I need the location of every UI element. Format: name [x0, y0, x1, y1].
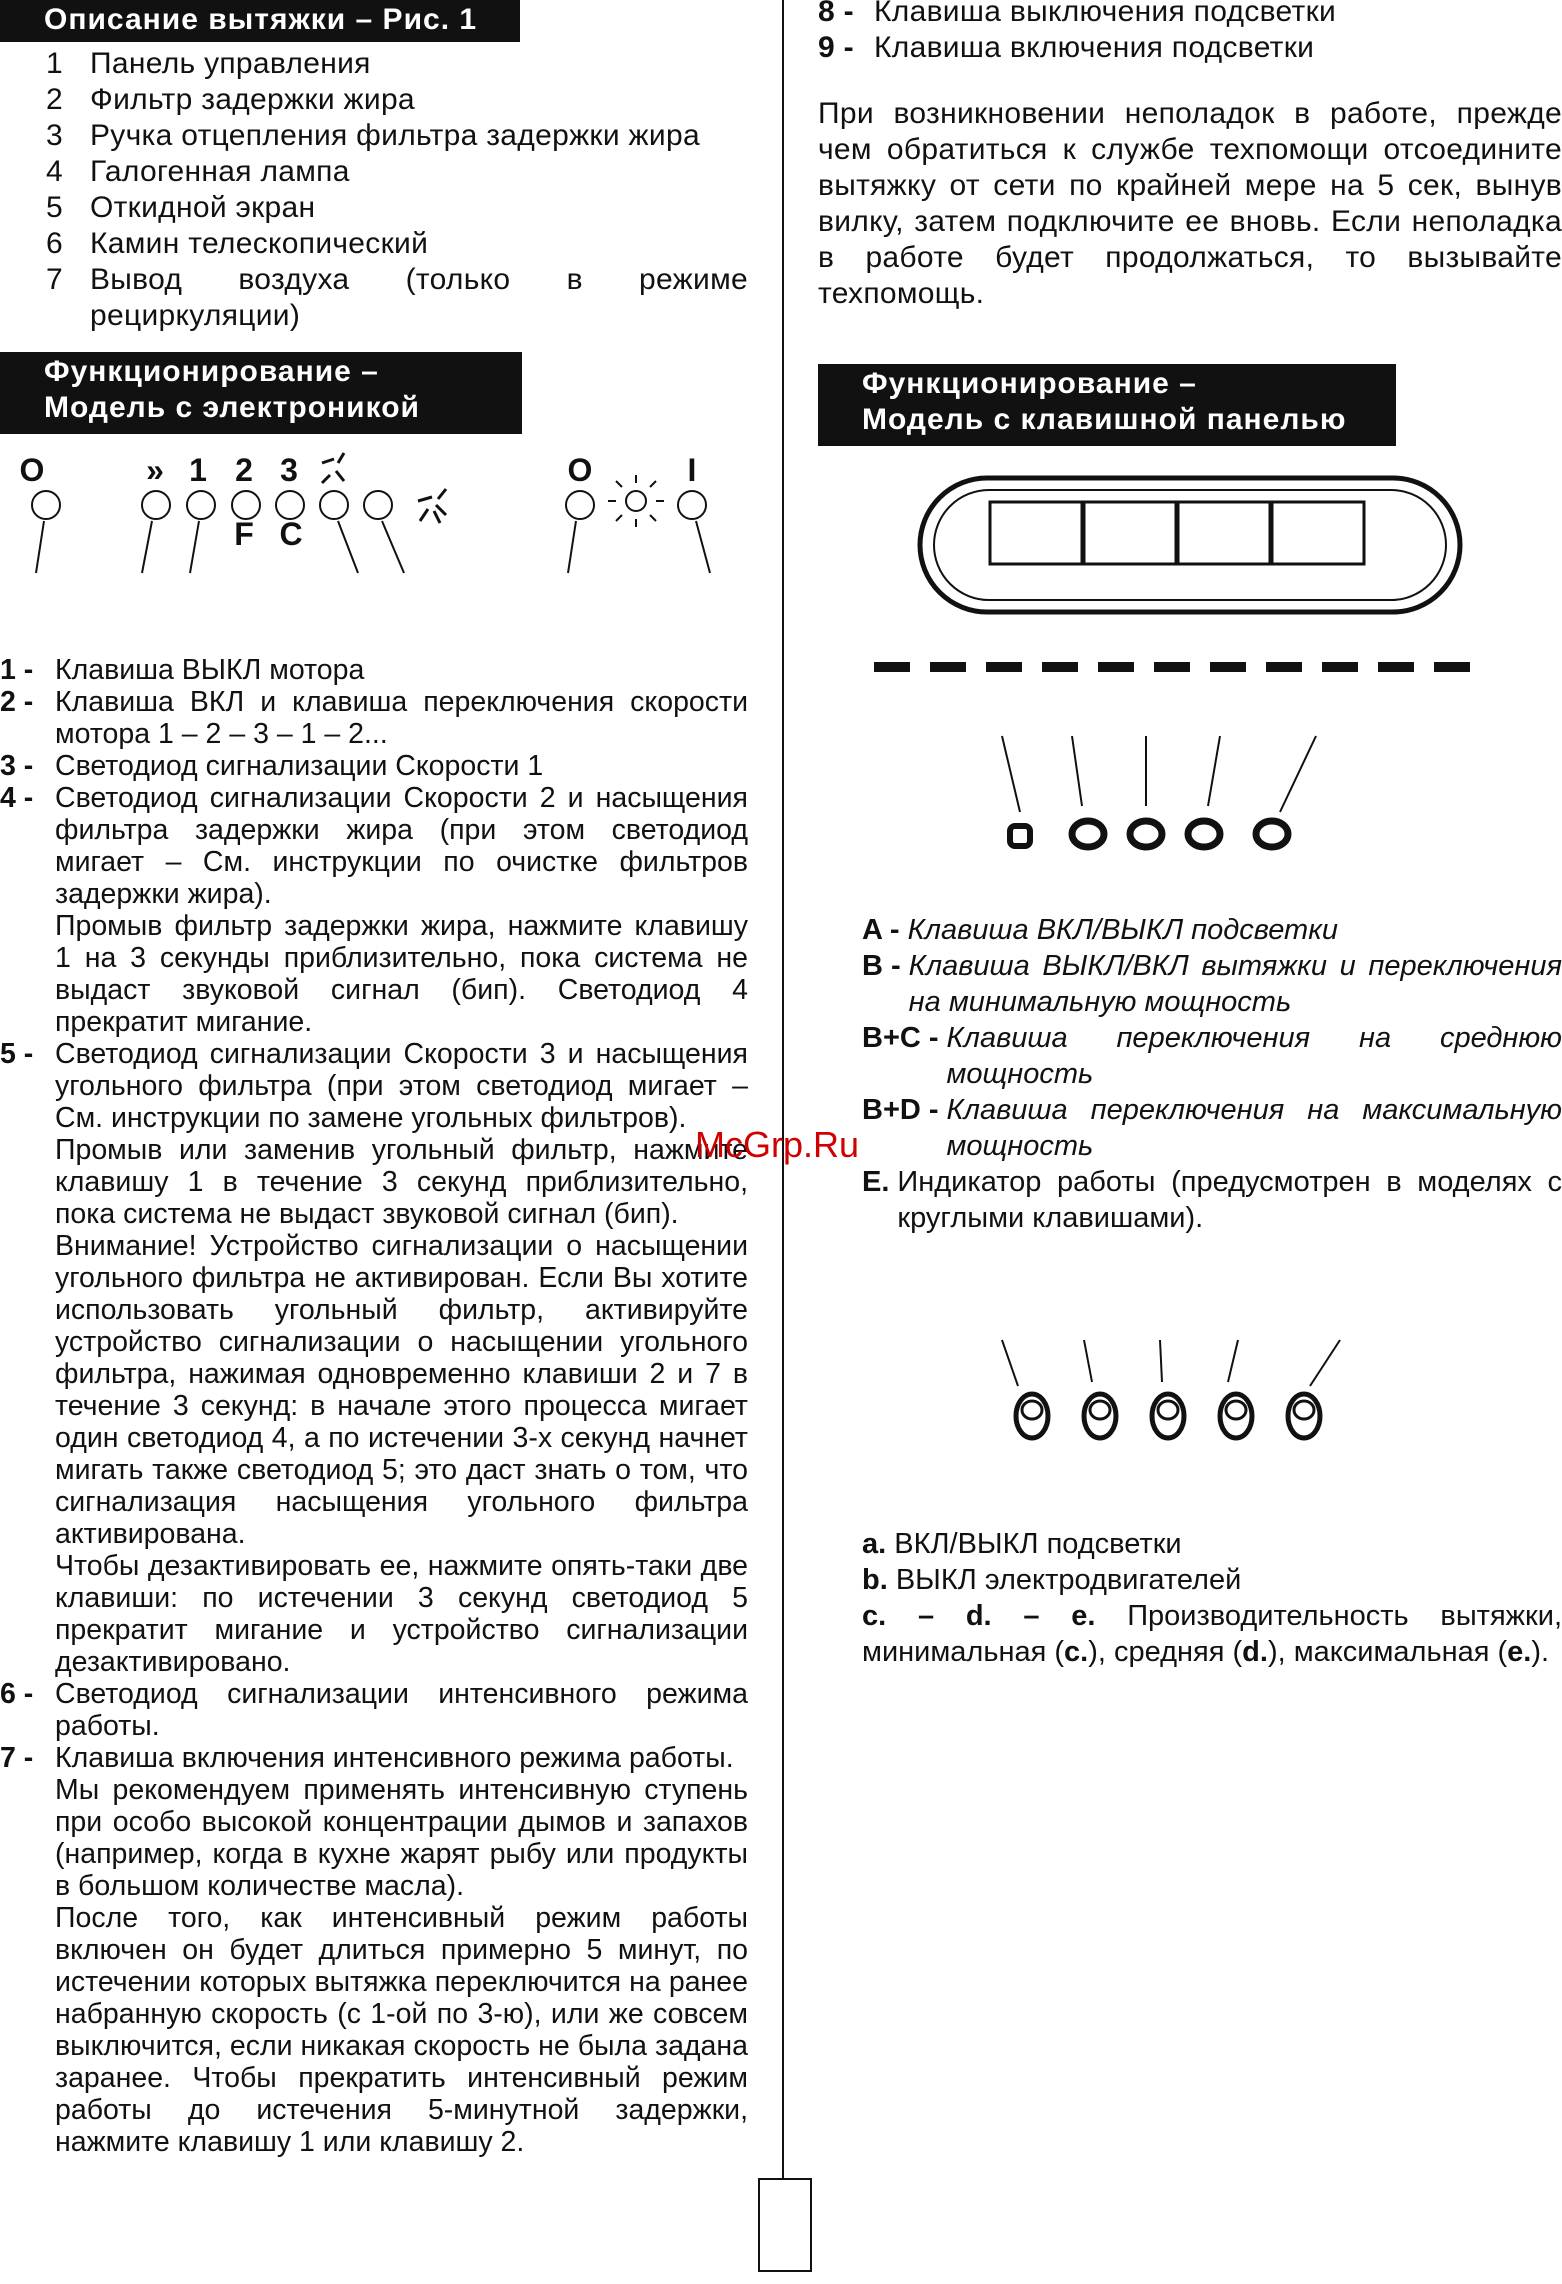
list-item-number: 7 — [46, 263, 63, 296]
list-item-text: Клавиша выключения подсветки — [874, 0, 1337, 28]
key-legend-text: Клавиша ВКЛ/ВЫКЛ подсветки — [907, 914, 1339, 946]
legend-text-a: ВКЛ/ВЫКЛ подсветки — [894, 1528, 1182, 1560]
legend-item — [0, 1742, 748, 2158]
electronic-panel-diagram — [0, 445, 740, 585]
panel-button-on — [142, 491, 170, 519]
key-legend-item — [862, 1020, 1562, 1092]
panel-label-light-on: I — [687, 452, 697, 488]
key-legend-text: Клавиша переключения на среднюю мощность — [946, 1022, 1562, 1090]
key-legend-text: Клавиша ВЫКЛ/ВКЛ вытяжки и переключения на минимальную мощность — [908, 950, 1562, 1018]
key-legend-key: B+D - — [862, 1094, 939, 1126]
list-item-text: Клавиша включения подсветки — [874, 31, 1315, 64]
legend-text-medium: ), средняя ( — [1088, 1636, 1243, 1668]
legend-item-paragraph: Светодиод сигнализации Скорости 1 — [55, 750, 544, 782]
section-header-line2: Модель с электроникой — [44, 391, 420, 424]
legend-item-paragraph: Промыв или заменив угольный фильтр, нажмите клавишу 1 в течение 3 секунд приблизительно, пока система не выдаст звуковой сигнал (бип). — [55, 1134, 748, 1230]
legend-item-paragraph: Светодиод сигнализации Скорости 2 и насыщения фильтра задержки жира (при этом светодиод мигает – См. инструкции по очистке фильтров задержки жира). — [55, 782, 748, 910]
section-header-line1: Функционирование – — [862, 367, 1197, 400]
key-legend-key: A - — [862, 914, 900, 946]
key-legend-key: B - — [862, 950, 901, 982]
list-item — [46, 46, 748, 82]
legend-item-body — [55, 686, 748, 750]
legend-key-cde: c. – d. – e. — [862, 1600, 1096, 1632]
list-item — [46, 82, 748, 118]
legend-item-key: 4 - — [0, 782, 34, 814]
panel-label-speed1: 1 — [189, 452, 207, 488]
key-button-e — [1256, 821, 1288, 847]
legend-item-paragraph: Клавиша ВКЛ и клавиша переключения скорости мотора 1 – 2 – 3 – 1 – 2... — [55, 686, 748, 750]
panel-label-f: F — [234, 516, 254, 552]
key-legend-item — [862, 1092, 1562, 1164]
list-item-text: Ручка отцепления фильтра задержки жира — [90, 119, 700, 152]
panel-label-speed2: 2 — [235, 452, 253, 488]
panel-label-off: O — [19, 452, 45, 488]
legend-text-end: ). — [1531, 1636, 1550, 1668]
round-button-a — [1016, 1394, 1048, 1438]
panel-button-light-on — [678, 491, 706, 519]
round-button-d — [1220, 1394, 1252, 1438]
legend-item-paragraph: Внимание! Устройство сигнализации о насыщении угольного фильтра не активирован. Если Вы хотите использовать угольный фильтр, активируйте устройство сигнализации о насыщении угольного фильтра, нажимая одновременно клавиши 2 и 7 в течение 3 секунд: в начале этого процесса мигает один светодиод 4, а по истечении 3-х секунд начнет мигать также светодиод 5; это даст знать о том, что сигнализация насыщения угольного фильтра активирована. — [55, 1230, 748, 1550]
key-legend-item — [862, 948, 1562, 1020]
legend-item-body — [55, 1678, 748, 1742]
list-item-number: 4 — [46, 155, 63, 188]
key-legend-key: B+C - — [862, 1022, 939, 1054]
key-legend-key: E. — [862, 1166, 890, 1198]
watermark-text: McGrp.Ru — [695, 1124, 860, 1165]
round-buttons-legend — [862, 1526, 1562, 1670]
panel-led-speed2 — [232, 491, 260, 519]
panel-led-intensive — [320, 491, 348, 519]
round-button-c — [1152, 1394, 1184, 1438]
panel-label-light-off: O — [567, 452, 593, 488]
lamp-icon — [608, 475, 664, 527]
list-item — [46, 226, 748, 262]
legend-item-body — [55, 750, 748, 782]
key-legend-item — [862, 912, 1562, 948]
legend-item — [0, 782, 748, 1038]
panel-button-off — [32, 491, 60, 519]
list-item-key: 9 - — [818, 31, 854, 64]
legend-item-paragraph: Светодиод сигнализации Скорости 3 и насыщения угольного фильтра (при этом светодиод мигает – См. инструкции по замене угольных фильтров). — [55, 1038, 748, 1134]
panel-window-2 — [1084, 502, 1176, 564]
key-button-b — [1072, 821, 1104, 847]
control-panel-outline — [920, 478, 1460, 612]
legend-text-b: ВЫКЛ электродвигателей — [895, 1564, 1242, 1596]
legend-item — [0, 686, 748, 750]
panel-label-chevron: » — [146, 452, 164, 488]
key-legend-text: Клавиша переключения на максимальную мощность — [946, 1094, 1562, 1162]
legend-item-paragraph: Мы рекомендуем применять интенсивную ступень при особо высокой концентрации дымов и запахов (например, когда в кухне жарят рыбу или продукты в большом количестве масла). — [55, 1774, 748, 1902]
section-header-electronic-model — [0, 352, 522, 434]
fan-small-icon — [322, 453, 344, 483]
legend-item-key: 5 - — [0, 1038, 34, 1070]
key-button-a — [1010, 826, 1030, 846]
legend-item-body — [55, 1038, 748, 1678]
round-buttons-diagram — [960, 1330, 1380, 1460]
list-item-text: Камин телескопический — [90, 227, 429, 260]
electronic-panel-legend — [0, 654, 748, 2158]
key-legend-text: Индикатор работы (предусмотрен в моделях с круглыми клавишами). — [897, 1166, 1562, 1234]
legend-item-paragraph: Чтобы дезактивировать ее, нажмите опять-таки две клавиши: по истечении 3 секунд светодиод 5 прекратит мигание и устройство сигнализации дезактивировано. — [55, 1550, 748, 1678]
legend-item-paragraph: Клавиша включения интенсивного режима работы. — [55, 1742, 734, 1774]
legend-item-key: 3 - — [0, 750, 34, 782]
legend-item-key: 6 - — [0, 1678, 34, 1710]
list-item — [46, 190, 748, 226]
legend-key-c: c. — [1064, 1636, 1089, 1668]
panel-label-speed3: 3 — [280, 452, 298, 488]
list-item-text: Галогенная лампа — [90, 155, 350, 188]
round-button-b — [1084, 1394, 1116, 1438]
list-item — [46, 154, 748, 190]
legend-key-e: e. — [1507, 1636, 1532, 1668]
panel-button-intensive — [364, 491, 392, 519]
key-panel-diagram — [860, 460, 1500, 860]
panel-dashed-line — [874, 662, 1470, 672]
legend-item-key: 1 - — [0, 654, 34, 686]
legend-key-b: b. — [862, 1564, 888, 1596]
panel-led-speed3 — [276, 491, 304, 519]
section-header-text: Описание вытяжки – Рис. 1 — [44, 3, 478, 36]
troubleshooting-paragraph: При возникновении неполадок в работе, прежде чем обратиться к службе техпомощи отсоедините вытяжку от сети по крайней мере на 5 сек, вынув вилку, затем подключите ее вновь. Если неполадка в работе будет продолжаться, то вызывайте техпомощь. — [818, 97, 1562, 310]
section-header-key-panel-model — [818, 364, 1396, 446]
list-item-text: Панель управления — [90, 47, 371, 80]
parts-list — [46, 46, 748, 334]
legend-item-key: 2 - — [0, 686, 34, 718]
list-item-number: 2 — [46, 83, 63, 116]
legend-item-paragraph: После того, как интенсивный режим работы включен он будет длиться примерно 5 минут, по истечении которых вытяжка переключится на ранее набранную скорость (с 1-ой по 3-ю), или же совсем выключится, если никакая скорость не была задана заранее. Чтобы прекратить интенсивный режим работы до истечения 5-минутной задержки, нажмите клавишу 1 или клавишу 2. — [55, 1902, 748, 2158]
legend-item-key: 7 - — [0, 1742, 34, 1774]
legend-item — [0, 1038, 748, 1678]
legend-key-d: d. — [1242, 1636, 1268, 1668]
list-item — [46, 118, 748, 154]
list-item-number: 5 — [46, 191, 63, 224]
section-header-line2: Модель с клавишной панелью — [862, 403, 1347, 436]
light-keys-list — [818, 0, 1562, 66]
list-item — [818, 30, 1562, 66]
legend-item-body — [55, 782, 748, 1038]
round-button-e — [1288, 1394, 1320, 1438]
legend-item-paragraph: Промыв фильтр задержки жира, нажмите клавишу 1 на 3 секунды приблизительно, пока система не выдаст звуковой сигнал (бип). Светодиод 4 прекратит мигание. — [55, 910, 748, 1038]
section-header-line1: Функционирование – — [44, 355, 379, 388]
legend-key-a: a. — [862, 1528, 887, 1560]
list-item-number: 1 — [46, 47, 63, 80]
panel-window-1 — [990, 502, 1082, 564]
legend-item-paragraph: Клавиша ВЫКЛ мотора — [55, 654, 365, 686]
key-button-d — [1188, 821, 1220, 847]
panel-label-c: C — [279, 516, 303, 552]
list-item-key: 8 - — [818, 0, 854, 28]
list-item — [818, 0, 1562, 30]
control-panel-inner-outline — [934, 490, 1446, 600]
key-button-c — [1130, 821, 1162, 847]
list-item-number: 3 — [46, 119, 63, 152]
legend-item — [0, 750, 748, 782]
fan-large-icon — [418, 489, 446, 523]
legend-text-max: ), максимальная ( — [1267, 1636, 1508, 1668]
legend-text-cde: Производительность вытяжки, минимальная ( — [862, 1600, 1562, 1668]
panel-window-3 — [1178, 502, 1270, 564]
panel-window-4 — [1272, 502, 1364, 564]
legend-item-body — [55, 1742, 748, 2158]
legend-item-paragraph: Светодиод сигнализации интенсивного режима работы. — [55, 1678, 748, 1742]
legend-item — [0, 654, 748, 686]
list-item-text: Откидной экран — [90, 191, 316, 224]
key-panel-legend — [862, 912, 1562, 1236]
list-item-number: 6 — [46, 227, 63, 260]
page-number-box — [758, 2178, 812, 2272]
list-item-text: Вывод воздуха (только в режиме рециркуляции) — [90, 263, 748, 332]
legend-item — [0, 1678, 748, 1742]
column-divider — [782, 0, 784, 2180]
section-header-hood-description — [0, 0, 520, 42]
key-legend-item — [862, 1164, 1562, 1236]
list-item — [46, 262, 748, 334]
list-item-text: Фильтр задержки жира — [90, 83, 415, 116]
panel-led-speed1 — [187, 491, 215, 519]
legend-item-body — [55, 654, 748, 686]
panel-button-light-off — [566, 491, 594, 519]
